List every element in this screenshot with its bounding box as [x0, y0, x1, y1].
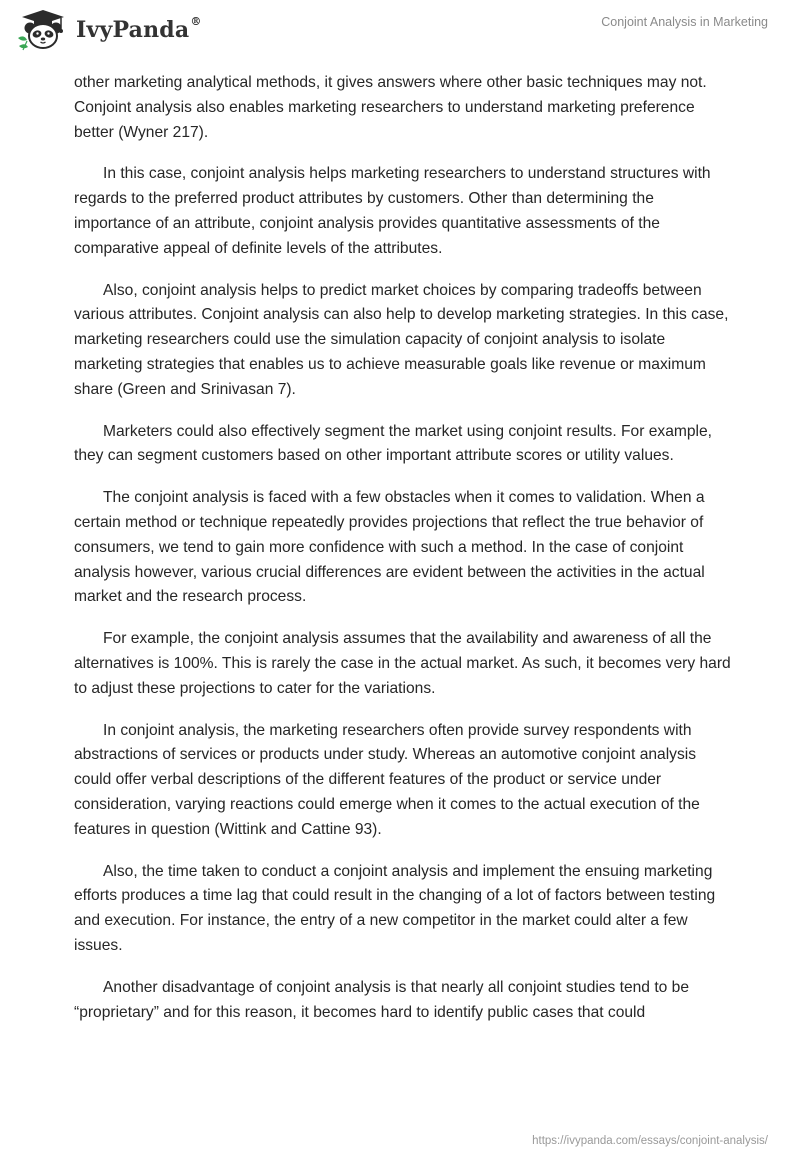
panda-graduate-icon: [14, 8, 72, 52]
paragraph: Also, conjoint analysis helps to predict market choices by comparing tradeoffs between various attributes. Conjoint analysis can also help to develop marketing strategies. In this case, marketing researchers could use the simulation capacity of conjoint analysis to isolate marketing strategies that enables us to achieve measurable goals like revenue or maximum share (Green and Srinivasan 7).: [74, 281, 729, 398]
paragraph: Also, the time taken to conduct a conjoint analysis and implement the ensuing marketing efforts produces a time lag that could result in the changing of a lot of factors between testing and execution. For instance, the entry of a new competitor in the market could alter a few issues.: [74, 862, 716, 954]
registered-mark: ®: [190, 15, 202, 28]
ivypanda-logo[interactable]: [14, 8, 202, 52]
paragraph: Marketers could also effectively segment the market using conjoint results. For example, they can segment customers based on other important attribute scores or utility values.: [74, 422, 713, 465]
source-url-link[interactable]: https://ivypanda.com/essays/conjoint-analysis/: [532, 1135, 768, 1147]
essay-body: [74, 71, 734, 1042]
paragraph: Another disadvantage of conjoint analysis is that nearly all conjoint studies tend to be “proprietary” and for this reason, it becomes hard to identify public cases that could: [74, 978, 689, 1021]
paragraph: In this case, conjoint analysis helps marketing researchers to understand structures with regards to the preferred product attributes by customers. Other than determining the importance of an attribute, conjoint analysis provides quantitative assessments of the comparative appeal of definite levels of the attributes.: [74, 165, 711, 257]
page-header: [0, 0, 800, 70]
paragraph: In conjoint analysis, the marketing researchers often provide survey respondents with abstractions of services or products under study. Whereas an automotive conjoint analysis could offer verbal descriptions of the different features of the product or service under consideration, varying reactions could emerge when it comes to the actual execution of the features in question (Wittink and Cattine 93).: [74, 721, 700, 838]
paragraph: For example, the conjoint analysis assumes that the availability and awareness of all the alternatives is 100%. This is rarely the case in the actual market. As such, it becomes very hard to adjust these projections to cater for the variations.: [74, 630, 731, 697]
paragraph: other marketing analytical methods, it gives answers where other basic techniques may not. Conjoint analysis also enables marketing researchers to understand marketing preference better (Wyner 217).: [74, 74, 707, 141]
brand-name: IvyPanda®: [76, 15, 202, 43]
paragraph: The conjoint analysis is faced with a few obstacles when it comes to validation. When a certain method or technique repeatedly provides projections that reflect the true behavior of consumers, we tend to gain more confidence with such a method. In the case of conjoint analysis however, various crucial differences are evident between the activities in the actual market and the research process.: [74, 489, 705, 606]
document-title: Conjoint Analysis in Marketing: [601, 15, 768, 29]
